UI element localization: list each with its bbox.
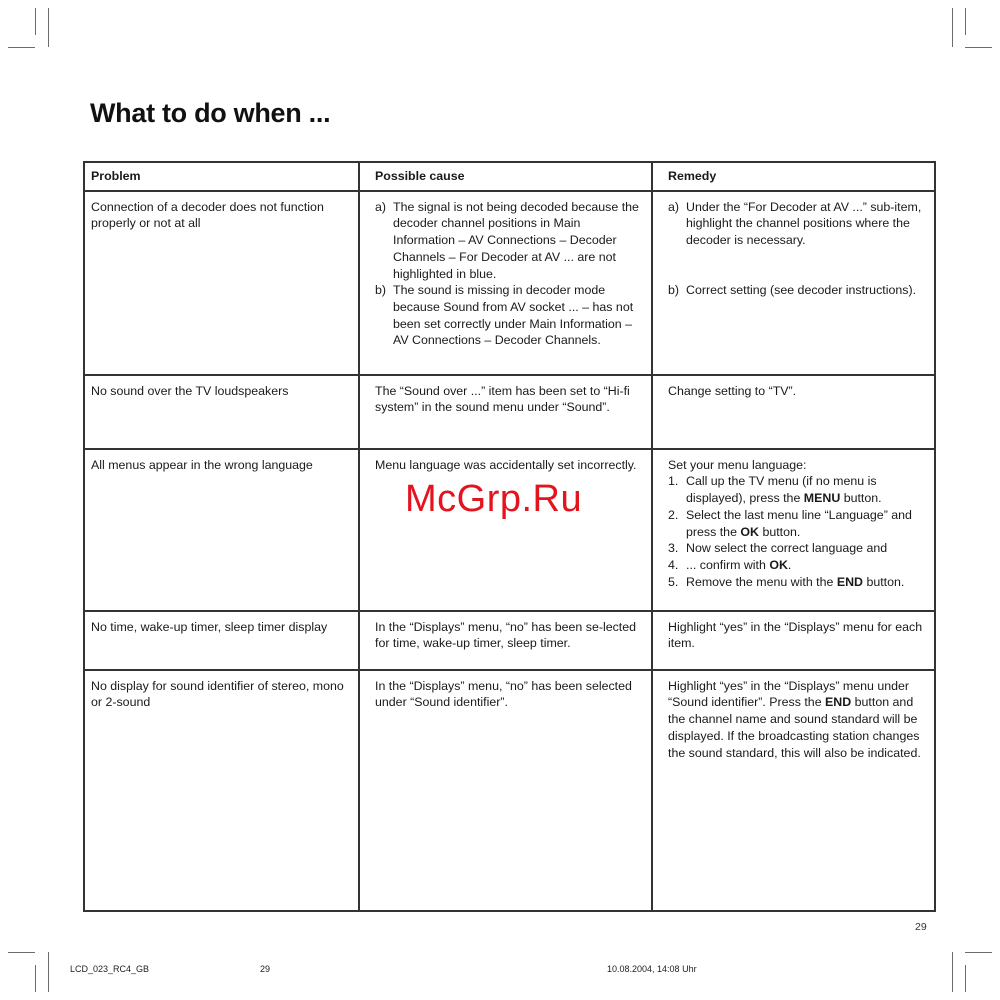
footer-date: 10.08.2004, 14:08 Uhr [607, 964, 697, 974]
crop-mark [952, 8, 953, 47]
key-name: END [836, 574, 864, 589]
remedy-cell: Highlight “yes” in the “Displays” menu under “Sound identifier”. Press the END button and the channel name and sound standard will be displayed. If the broadcasting station changes the sound standard, this will also be indicated. [652, 670, 935, 911]
column-header-remedy: Remedy [652, 162, 935, 191]
cause-list [375, 199, 645, 349]
remedy-cell: Highlight “yes” in the “Displays” menu for each item. [652, 611, 935, 670]
item-text: The sound is missing in decoder mode because Sound from AV socket ... – has not been set correctly under Main Information – AV Connections – Decoder Channels. [393, 283, 634, 348]
item-marker: a) [668, 199, 680, 214]
list-item [668, 199, 928, 249]
table-row [84, 191, 935, 375]
item-marker: a) [375, 199, 387, 214]
cause-cell: In the “Displays” menu, “no” has been selected under “Sound identifier”. [359, 670, 652, 911]
watermark: McGrp.Ru [405, 478, 583, 520]
list-item [668, 507, 928, 540]
table-row [84, 375, 935, 449]
cause-cell: Menu language was accidentally set incorrectly. [359, 449, 652, 611]
list-item [375, 282, 645, 349]
cause-cell: The “Sound over ...” item has been set to “Hi-fi system” in the sound menu under “Sound”. [359, 375, 652, 449]
remedy-cell: Change setting to “TV”. [652, 375, 935, 449]
remedy-intro: Set your menu language: [668, 457, 807, 472]
crop-mark [8, 47, 35, 48]
step-text: Remove the menu with the END button. [686, 574, 905, 589]
crop-mark [952, 952, 953, 992]
item-marker: b) [375, 283, 387, 298]
page-title: What to do when ... [90, 98, 331, 128]
column-header-cause: Possible cause [359, 162, 652, 191]
key-name: END [825, 695, 852, 710]
list-item [668, 473, 928, 506]
step-text: Now select the correct language and [686, 541, 888, 556]
remedy-list [668, 199, 928, 299]
crop-mark [35, 8, 36, 35]
step-number: 2. [668, 507, 679, 522]
table-row [84, 611, 935, 670]
problem-cell: All menus appear in the wrong language [84, 449, 359, 611]
footer-filename: LCD_023_RC4_GB [70, 964, 150, 974]
table-row [84, 449, 935, 611]
crop-mark [48, 952, 49, 992]
problem-cell: No display for sound identifier of stereo, mono or 2-sound [84, 670, 359, 911]
cause-cell [359, 191, 652, 375]
key-name: OK [769, 557, 788, 572]
spacer [668, 249, 928, 282]
crop-mark [48, 8, 49, 47]
item-text: Correct setting (see decoder instructions). [686, 282, 917, 297]
step-text: ... confirm with OK. [686, 557, 792, 572]
column-header-problem: Problem [84, 162, 359, 191]
step-text: Select the last menu line “Language” and press the OK button. [686, 507, 912, 539]
list-item [668, 540, 928, 557]
remedy-cell [652, 449, 935, 611]
step-number: 4. [668, 557, 679, 572]
problem-cell: No sound over the TV loudspeakers [84, 375, 359, 449]
troubleshooting-table [83, 161, 936, 912]
list-item [668, 557, 928, 574]
crop-mark [965, 8, 966, 35]
item-text: The signal is not being decoded because the decoder channel positions in Main Information – AV Connections – Decoder Channels – For Decoder at AV ... are not highlighted in blue. [393, 199, 639, 281]
list-item [668, 282, 928, 299]
step-number: 1. [668, 474, 679, 489]
crop-mark [965, 47, 992, 48]
key-name: OK [740, 524, 760, 539]
crop-mark [35, 965, 36, 992]
item-text: Under the “For Decoder at AV ...” sub-item, highlight the channel positions where the decoder is necessary. [686, 199, 922, 248]
step-number: 3. [668, 541, 679, 556]
table-row [84, 670, 935, 911]
problem-cell: No time, wake-up timer, sleep timer display [84, 611, 359, 670]
problem-cell: Connection of a decoder does not function properly or not at all [84, 191, 359, 375]
page-number: 29 [915, 921, 927, 933]
step-text: Call up the TV menu (if no menu is displayed), press the MENU button. [686, 474, 882, 506]
remedy-steps [668, 473, 928, 590]
crop-mark [965, 952, 992, 953]
footer-page: 29 [260, 964, 271, 974]
crop-mark [965, 965, 966, 992]
table-header-row [84, 162, 935, 191]
cause-cell: In the “Displays” menu, “no” has been se-lected for time, wake-up timer, sleep timer. [359, 611, 652, 670]
remedy-cell [652, 191, 935, 375]
list-item [375, 199, 645, 283]
list-item [668, 574, 928, 591]
step-number: 5. [668, 574, 679, 589]
crop-mark [8, 952, 35, 953]
key-name: MENU [803, 491, 841, 506]
item-marker: b) [668, 282, 680, 297]
